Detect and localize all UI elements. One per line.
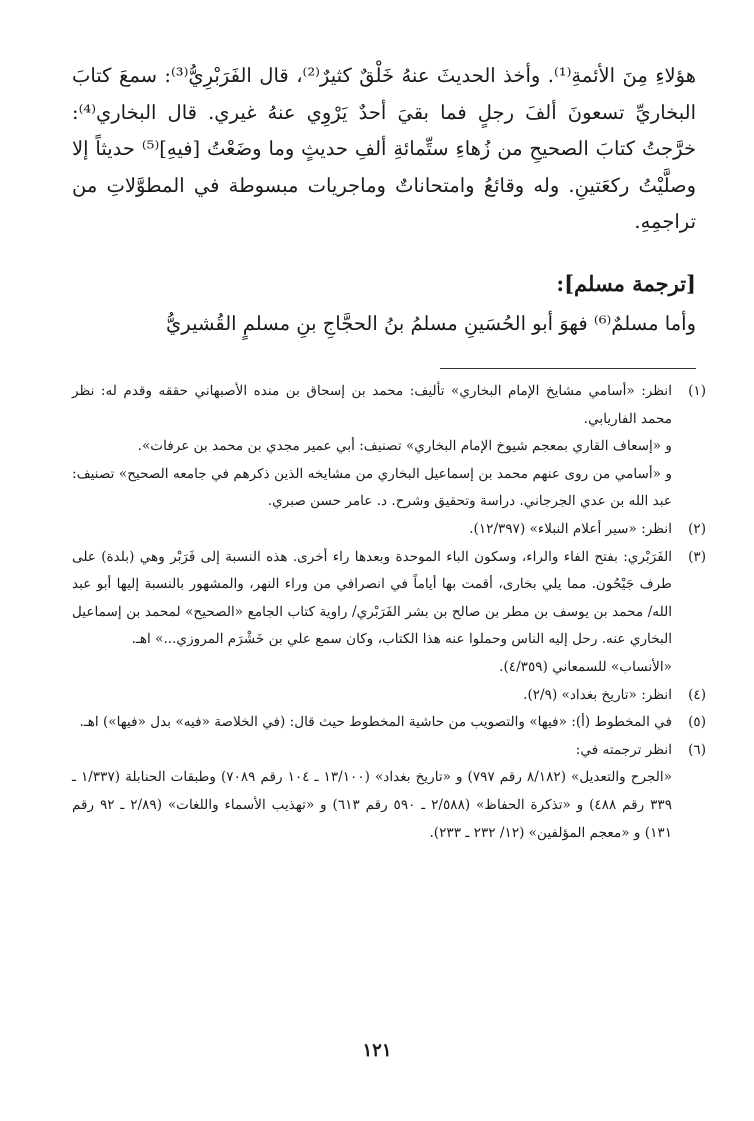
footnote-body	[72, 737, 672, 847]
footnote-text: انظر ترجمته في:	[575, 741, 672, 758]
footnote-text: انظر: «تاريخ بغداد» (٢/٩).	[523, 686, 672, 703]
footnote	[72, 378, 706, 516]
footnote	[72, 682, 706, 710]
footnote	[72, 737, 706, 847]
footnote	[72, 544, 706, 682]
footnote-text: و «إسعاف القاري بمعجم شيوخ الإمام البخاري» تصنيف: أبي عمير مجدي بن محمد بن عرفات».	[137, 438, 672, 455]
footnote	[72, 516, 706, 544]
footnotes	[72, 378, 706, 847]
footnote-text: و «أسامي من روى عنهم محمد بن إسماعيل البخاري من مشايخه الذين ذكرهم في جامعه الصحيح» تصنيف: عبد الله بن عدي الجرجاني. دراسة وتحقيق وشرح. د. عامر حسن صبري.	[72, 465, 672, 510]
footnote-body	[72, 516, 672, 544]
footnote-text: «الجرح والتعديل» (٨/١٨٢ رقم ٧٩٧) و «تاريخ بغداد» (١٣/١٠٠ ـ ١٠٤ رقم ٧٠٨٩) وطبقات الحنابلة (١/٣٣٧ ـ ٣٣٩ رقم ٤٨٨) و «تذكرة الحفاظ» (٢/٥٨٨ ـ ٥٩٠ رقم ٦١٣) و «تهذيب الأسماء واللغات» (٢/٨٩ ـ ٩٢ رقم ١٣١) و «معجم المؤلفين» (١٢/ ٢٣٢ ـ ٢٣٣).	[72, 769, 672, 841]
footnote-number: (٥)	[688, 714, 706, 731]
footnote-number: (٦)	[688, 741, 706, 758]
section-heading: [ترجمة مسلم]:	[556, 271, 696, 296]
main-paragraph: هؤلاءِ مِنَ الأئمةِ⁽¹⁾. وأخذ الحديثَ عنهُ خَلْقٌ كثيرٌ⁽²⁾، قال الفَرَبْرِيُّ⁽³⁾: سمعَ كتابَ البخاريِّ تسعونَ ألفَ رجلٍ فما بقيَ أحدٌ يَرْوِي عنهُ غيري. قال البخاري⁽⁴⁾: خرَّجتُ كتابَ الصحيحِ من زُهاءِ ستِّمائةِ ألفِ حديثٍ وما وضَعْتُ [فيهِ]⁽⁵⁾ حديثاً إلا وصلَّيْتُ ركعَتينِ. وله وقائعُ وامتحاناتٌ وماجريات مبسوطة في المطوَّلاتِ من تراجمِهِ.	[72, 64, 696, 234]
footnote-body	[72, 544, 672, 682]
footnote-separator	[440, 368, 696, 369]
footnote-text: «الأنساب» للسمعاني (٤/٣٥٩).	[499, 658, 672, 675]
main-text	[72, 58, 696, 241]
footnote-number: (٣)	[688, 548, 706, 565]
page-number: ١٢١	[362, 1040, 392, 1061]
footnote-number: (١)	[688, 383, 706, 399]
footnote-body	[72, 682, 672, 710]
footnote-body	[72, 709, 672, 737]
footnote-body	[72, 378, 672, 516]
footnote-text: في المخطوط (أ): «فيها» والتصويب من حاشية المخطوط حيث قال: (في الخلاصة «فيه» بدل «فيها») اهـ.	[79, 714, 672, 731]
footnote-text: الفَرَبْري: بفتح الفاء والراء، وسكون الباء الموحدة وبعدها راء أخرى. هذه النسبة إلى فَرَبْر وهي (بلدة) على طرف جَيْحُون. مما يلي بخارى، أقمت بها أياماً في انصرافي من وراء النهر، والمشهور بالنسبة إليها أبو عبد الله/ محمد بن يوسف بن مطر بن صالح بن بشر الفَرَبْري/ راوية كتاب الجامع «الصحيح» لمحمد بن إسماعيل البخاري عنه. رحل إليه الناس وحملوا عنه هذا الكتاب، وكان سمع علي بن خَشْرَم المروزي...» اهـ.	[72, 548, 672, 648]
footnote-number: (٢)	[688, 520, 706, 537]
footnote-text: انظر: «أسامي مشايخ الإمام البخاري» تأليف: محمد بن إسحاق بن منده الأصبهاني حققه وقدم له: نظر محمد الفاريابي.	[72, 383, 672, 427]
footnote-number: (٤)	[688, 686, 706, 703]
footnote-text: انظر: «سير أعلام النبلاء» (١٢/٣٩٧).	[469, 520, 672, 537]
footnote	[72, 709, 706, 737]
main-last-line: وأما مسلمٌ⁽⁶⁾ فهوَ أبو الحُسَينِ مسلمُ بنُ الحجَّاجِ بنِ مسلمٍ القُشيريُّ	[166, 312, 696, 335]
